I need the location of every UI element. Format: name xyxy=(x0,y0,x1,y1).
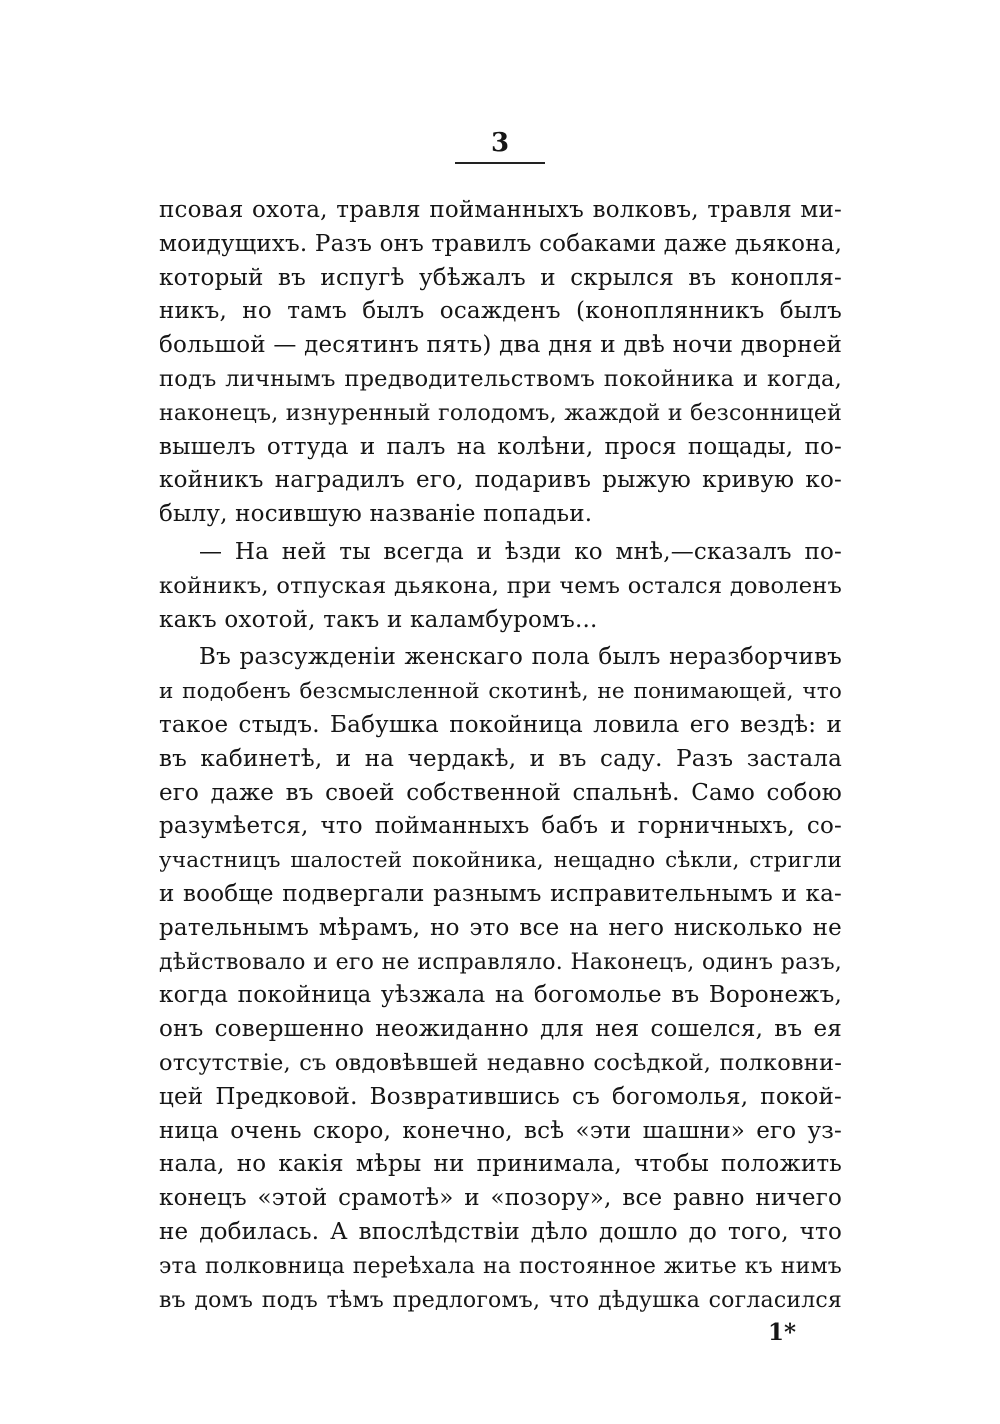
text-line: не добилась. А впослѣдствіи дѣло дошло до того, что xyxy=(159,1218,842,1245)
text-line: рательнымъ мѣрамъ, но это все на него нисколько не xyxy=(159,914,842,941)
text-line: конецъ «этой срамотѣ» и «позору», все равно ничего xyxy=(159,1185,842,1212)
text-line: отсутствіе, съ овдовѣвшей недавно сосѣдкой, полковни- xyxy=(159,1049,842,1076)
text-line: въ кабинетѣ, и на чердакѣ, и въ саду. Разъ застала xyxy=(159,745,842,772)
text-line: цей Предковой. Возвратившись съ богомолья, покой- xyxy=(159,1083,842,1110)
text-line: подъ личнымъ предводительствомъ покойника и когда, xyxy=(159,365,842,392)
paragraph-3 xyxy=(159,641,842,1317)
text-line: вышелъ оттуда и палъ на колѣни, прося пощады, по- xyxy=(159,433,842,460)
text-line: и подобенъ безсмысленной скотинѣ, не понимающей, что xyxy=(159,679,842,705)
text-line: его даже въ своей собственной спальнѣ. Само собою xyxy=(159,779,842,806)
text-line: нала, но какія мѣры ни принимала, чтобы положить xyxy=(159,1151,842,1178)
page-number: 3 xyxy=(490,128,510,158)
text-line: — На ней ты всегда и ѣзди ко мнѣ,—сказалъ по- xyxy=(199,538,842,565)
text-line: въ домъ подъ тѣмъ предлогомъ, что дѣдушка согласился xyxy=(159,1287,842,1313)
text-line: койникъ, отпуская дьякона, при чемъ остался доволенъ xyxy=(159,572,842,599)
text-line: былу, носившую названіе попадьи. xyxy=(159,501,593,528)
body-text xyxy=(159,194,842,1317)
text-line: псовая охота, травля пойманныхъ волковъ, травля ми- xyxy=(159,197,842,223)
paragraph-2 xyxy=(159,536,842,637)
text-line: такое стыдъ. Бабушка покойница ловила его вездѣ: и xyxy=(159,711,842,738)
text-line: который въ испугѣ убѣжалъ и скрылся въ конопля- xyxy=(159,264,842,291)
text-line: большой — десятинъ пять) два дня и двѣ ночи дворней xyxy=(159,332,842,359)
text-line: дѣйствовало и его не исправляло. Наконецъ, одинъ разъ, xyxy=(159,949,842,975)
paragraph-1 xyxy=(159,194,842,532)
page-number-rule xyxy=(455,162,545,164)
text-line: койникъ наградилъ его, подаривъ рыжую кривую ко- xyxy=(159,467,842,494)
text-line: участницъ шалостей покойника, нещадно сѣкли, стригли xyxy=(159,848,842,874)
text-line: Въ разсужденіи женскаго пола былъ неразборчивъ xyxy=(199,644,842,671)
text-line: когда покойница уѣзжала на богомолье въ Воронежъ, xyxy=(159,982,842,1009)
signature-mark: 1* xyxy=(768,1319,797,1346)
text-line: ница очень скоро, конечно, всѣ «эти шашни» его уз- xyxy=(159,1117,842,1144)
text-line: разумѣется, что пойманныхъ бабъ и горничныхъ, со- xyxy=(159,813,842,840)
text-line: онъ совершенно неожиданно для нея сошелся, въ ея xyxy=(159,1016,842,1043)
text-line: никъ, но тамъ былъ осажденъ (коноплянникъ былъ xyxy=(159,298,842,325)
text-line: наконецъ, изнуренный голодомъ, жаждой и безсонницей xyxy=(159,400,842,426)
text-line: эта полковница переѣхала на постоянное житье къ нимъ xyxy=(159,1253,842,1279)
text-line: моидущихъ. Разъ онъ травилъ собаками даже дьякона, xyxy=(159,230,843,257)
text-line: и вообще подвергали разнымъ исправительнымъ и ка- xyxy=(159,880,842,907)
text-line: какъ охотой, такъ и каламбуромъ... xyxy=(159,606,598,633)
